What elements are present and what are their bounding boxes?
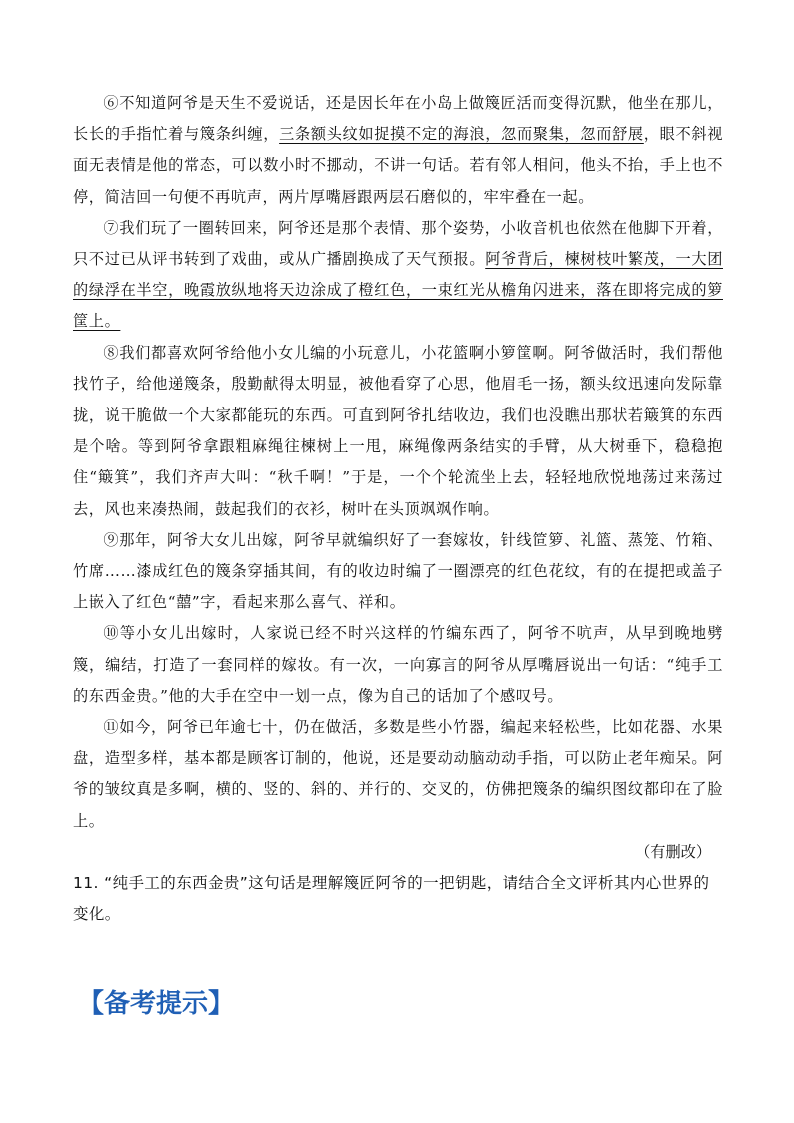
paragraph-6-underlined-sentence: 三条额头纹如捉摸不定的海浪，忽而聚集，忽而舒展 xyxy=(279,125,644,144)
passage-body xyxy=(73,88,723,930)
paragraph-6-text-end: ，眼不斜视面无表情是他的常态，可以数小时不挪动，不讲一句话。若有邻人相问，他头不抬，手上也不停，简洁回一句便不再吭声，两片厚嘴唇跟两层石磨似的，牢牢叠在一起。 xyxy=(73,125,724,206)
paragraph-7 xyxy=(73,213,723,338)
paragraph-9: ⑨那年，阿爷大女儿出嫁，阿爷早就编织好了一套嫁妆，针线笸箩、礼篮、蒸笼、竹箱、竹席……漆成红色的篾条穿插其间，有的收边时编了一圈漂亮的红色花纹，有的在提把或盖子上嵌入了红色“囍”字，看起来那么喜气、祥和。 xyxy=(73,530,723,612)
paragraph-8: ⑧我们都喜欢阿爷给他小女儿编的小玩意儿，小花篮啊小箩筐啊。阿爷做活时，我们帮他找竹子，给他递篾条，殷勤献得太明显，被他看穿了心思，他眉毛一扬，额头纹迅速向发际靠拢，说干脆做一个大家都能玩的东西。可直到阿爷扎结收边，我们也没瞧出那状若簸箕的东西是个啥。等到阿爷拿跟粗麻绳往楝树上一甩，麻绳像两条结实的手臂，从大树垂下，稳稳抱住“簸箕”，我们齐声大叫：“秋千啊！”于是，一个个轮流坐上去，轻轻地欣悦地荡过来荡过去，风也来凑热闹，鼓起我们的衣衫，树叶在头顶飒飒作响。 xyxy=(73,343,723,518)
paragraph-6 xyxy=(73,88,723,213)
question-11: 11. “纯手工的东西金贵”这句话是理解篾匠阿爷的一把钥匙，请结合全文评析其内心世界的变化。 xyxy=(73,874,710,924)
paragraph-7-underlined-sentence: 阿爷背后，楝树枝叶繁茂，一大团的绿浮在半空，晚霞放纵地将天边涂成了橙红色，一束红光从檐角闪进来，落在即将完成的箩筐上。 xyxy=(73,250,723,331)
source-note: （有删改） xyxy=(635,842,711,861)
paragraph-10: ⑩等小女儿出嫁时，人家说已经不时兴这样的竹编东西了，阿爷不吭声，从早到晚地劈篾，编结，打造了一套同样的嫁妆。有一次，一向寡言的阿爷从厚嘴唇说出一句话：“纯手工的东西金贵。”他的大手在空中一划一点，像为自己的话加了个感叹号。 xyxy=(73,624,723,705)
paragraph-6-text: ⑥不知道阿爷是天生不爱说话，还是因长年在小岛上做篾匠活而变得沉默，他坐在那儿，长长的手指忙着与篾条纠缠， xyxy=(73,94,723,144)
exam-tip-heading: 【备考提示】 xyxy=(78,989,235,1019)
paragraph-7-text: ⑦我们玩了一圈转回来，阿爷还是那个表情、那个姿势，小收音机也依然在他脚下开着，只不过已从评书转到了戏曲，或从广播剧换成了天气预报。 xyxy=(73,218,723,269)
paragraph-11: ⑪如今，阿爷已年逾七十，仍在做活，多数是些小竹器，编起来轻松些，比如花器、水果盘，造型多样，基本都是顾客订制的，他说，还是要动动脑动动手指，可以防止老年痴呆。阿爷的皱纹真是多啊，横的、竖的、斜的、并行的、交叉的，仿佛把篾条的编织图纹都印在了脸上。 xyxy=(73,718,723,830)
